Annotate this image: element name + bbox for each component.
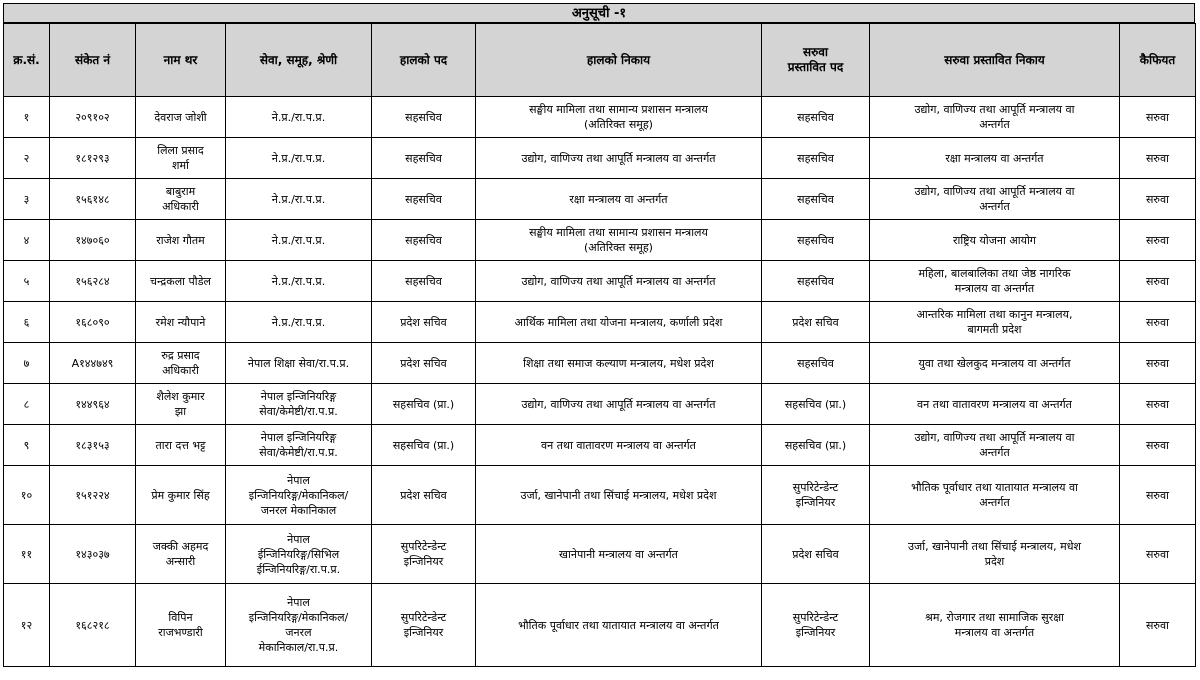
cell-remark: सरुवा: [1120, 302, 1196, 343]
header-proposed-post: सरुवा प्रस्तावित पद: [762, 24, 870, 97]
cell-proposed-office: वन तथा वातावरण मन्त्रालय वा अन्तर्गत: [870, 384, 1120, 425]
cell-serial: १: [4, 97, 50, 138]
cell-proposed-post: प्रदेश सचिव: [762, 525, 870, 584]
header-current-office: हालको निकाय: [476, 24, 762, 97]
cell-service: नेपाल इन्जिनियरिङ्ग/मेकानिकल/ जनरल मेकानिकाल/रा.प.प्र.: [226, 584, 372, 667]
cell-service: ने.प्र./रा.प.प्र.: [226, 302, 372, 343]
cell-current-office: उद्योग, वाणिज्य तथा आपूर्ति मन्त्रालय वा अन्तर्गत: [476, 138, 762, 179]
cell-proposed-post: सहसचिव: [762, 179, 870, 220]
table-row: [4, 138, 1196, 179]
cell-code: १५६१४८: [50, 179, 136, 220]
cell-proposed-office: आन्तरिक मामिला तथा कानुन मन्त्रालय, बागमती प्रदेश: [870, 302, 1120, 343]
cell-proposed-office: रक्षा मन्त्रालय वा अन्तर्गत: [870, 138, 1120, 179]
cell-name: तारा दत्त भट्ट: [136, 425, 226, 466]
cell-serial: ६: [4, 302, 50, 343]
cell-remark: सरुवा: [1120, 343, 1196, 384]
header-row: [4, 24, 1196, 97]
cell-proposed-office: उद्योग, वाणिज्य तथा आपूर्ति मन्त्रालय वा अन्तर्गत: [870, 97, 1120, 138]
cell-serial: ३: [4, 179, 50, 220]
cell-serial: २: [4, 138, 50, 179]
cell-remark: सरुवा: [1120, 138, 1196, 179]
cell-service: नेपाल इन्जिनियरिङ्ग सेवा/केमेष्टी/रा.प.प्र.: [226, 425, 372, 466]
cell-name: रमेश न्यौपाने: [136, 302, 226, 343]
cell-service: ने.प्र./रा.प.प्र.: [226, 261, 372, 302]
table-row: [4, 584, 1196, 667]
header-name: नाम थर: [136, 24, 226, 97]
table-row: [4, 466, 1196, 525]
cell-serial: ९: [4, 425, 50, 466]
cell-proposed-post: सहसचिव (प्रा.): [762, 425, 870, 466]
cell-service: नेपाल इन्जिनियरिङ्ग/मेकानिकल/ जनरल मेकानिकाल: [226, 466, 372, 525]
cell-code: २०९१०२: [50, 97, 136, 138]
cell-service: नेपाल इन्जिनियरिङ्ग सेवा/केमेष्टी/रा.प.प्र.: [226, 384, 372, 425]
cell-service: ने.प्र./रा.प.प्र.: [226, 138, 372, 179]
cell-proposed-office: उर्जा, खानेपानी तथा सिंचाई मन्त्रालय, मधेश प्रदेश: [870, 525, 1120, 584]
cell-serial: ४: [4, 220, 50, 261]
cell-current-post: प्रदेश सचिव: [372, 466, 476, 525]
cell-current-post: सहसचिव (प्रा.): [372, 384, 476, 425]
cell-current-post: सुपरिटेन्डेन्ट इन्जिनियर: [372, 584, 476, 667]
cell-name: शैलेश कुमार झा: [136, 384, 226, 425]
cell-current-post: सहसचिव: [372, 97, 476, 138]
cell-remark: सरुवा: [1120, 525, 1196, 584]
cell-proposed-post: प्रदेश सचिव: [762, 302, 870, 343]
cell-proposed-post: सुपरिटेन्डेन्ट इन्जिनियर: [762, 584, 870, 667]
cell-proposed-office: उद्योग, वाणिज्य तथा आपूर्ति मन्त्रालय वा अन्तर्गत: [870, 179, 1120, 220]
table-row: [4, 384, 1196, 425]
cell-code: A१४४७४९: [50, 343, 136, 384]
cell-current-post: प्रदेश सचिव: [372, 343, 476, 384]
cell-code: १६८०९०: [50, 302, 136, 343]
cell-proposed-office: राष्ट्रिय योजना आयोग: [870, 220, 1120, 261]
cell-service: ने.प्र./रा.प.प्र.: [226, 220, 372, 261]
cell-proposed-office: उद्योग, वाणिज्य तथा आपूर्ति मन्त्रालय वा अन्तर्गत: [870, 425, 1120, 466]
cell-serial: ५: [4, 261, 50, 302]
table-row: [4, 179, 1196, 220]
cell-name: जक्की अहमद अन्सारी: [136, 525, 226, 584]
cell-serial: ११: [4, 525, 50, 584]
cell-code: १५१२२४: [50, 466, 136, 525]
table-row: [4, 343, 1196, 384]
cell-serial: ७: [4, 343, 50, 384]
transfer-table: [3, 23, 1196, 667]
cell-current-post: सहसचिव (प्रा.): [372, 425, 476, 466]
cell-remark: सरुवा: [1120, 220, 1196, 261]
cell-proposed-office: श्रम, रोजगार तथा सामाजिक सुरक्षा मन्त्रालय वा अन्तर्गत: [870, 584, 1120, 667]
header-current-post: हालको पद: [372, 24, 476, 97]
header-proposed-office: सरुवा प्रस्तावित निकाय: [870, 24, 1120, 97]
document: [3, 3, 1195, 667]
cell-serial: १०: [4, 466, 50, 525]
cell-current-post: सहसचिव: [372, 220, 476, 261]
cell-serial: ८: [4, 384, 50, 425]
schedule-title: अनुसूची -१: [3, 3, 1195, 23]
cell-name: देवराज जोशी: [136, 97, 226, 138]
cell-current-post: प्रदेश सचिव: [372, 302, 476, 343]
cell-code: १४७०६०: [50, 220, 136, 261]
header-service: सेवा, समूह, श्रेणी: [226, 24, 372, 97]
cell-remark: सरुवा: [1120, 425, 1196, 466]
cell-current-office: रक्षा मन्त्रालय वा अन्तर्गत: [476, 179, 762, 220]
cell-proposed-office: महिला, बालबालिका तथा जेष्ठ नागरिक मन्त्रालय वा अन्तर्गत: [870, 261, 1120, 302]
table-row: [4, 525, 1196, 584]
table-row: [4, 261, 1196, 302]
cell-proposed-post: सहसचिव: [762, 138, 870, 179]
cell-current-office: उद्योग, वाणिज्य तथा आपूर्ति मन्त्रालय वा अन्तर्गत: [476, 384, 762, 425]
cell-name: चन्द्रकला पौडेल: [136, 261, 226, 302]
cell-name: रुद्र प्रसाद अधिकारी: [136, 343, 226, 384]
cell-current-office: उद्योग, वाणिज्य तथा आपूर्ति मन्त्रालय वा अन्तर्गत: [476, 261, 762, 302]
cell-code: १८१२९३: [50, 138, 136, 179]
cell-proposed-post: सहसचिव: [762, 261, 870, 302]
cell-remark: सरुवा: [1120, 261, 1196, 302]
cell-remark: सरुवा: [1120, 466, 1196, 525]
cell-remark: सरुवा: [1120, 384, 1196, 425]
cell-service: नेपाल ईन्जिनियरिङ्ग/सिभिल ईन्जिनियरिङ्ग/रा.प.प्र.: [226, 525, 372, 584]
table-row: [4, 97, 1196, 138]
cell-name: प्रेम कुमार सिंह: [136, 466, 226, 525]
cell-proposed-post: सहसचिव: [762, 97, 870, 138]
cell-service: नेपाल शिक्षा सेवा/रा.प.प्र.: [226, 343, 372, 384]
cell-name: बाबुराम अधिकारी: [136, 179, 226, 220]
cell-remark: सरुवा: [1120, 97, 1196, 138]
cell-code: १६८२१८: [50, 584, 136, 667]
cell-name: विपिन राजभण्डारी: [136, 584, 226, 667]
cell-current-post: सुपरिटेन्डेन्ट इन्जिनियर: [372, 525, 476, 584]
cell-current-office: उर्जा, खानेपानी तथा सिंचाई मन्त्रालय, मधेश प्रदेश: [476, 466, 762, 525]
cell-current-office: आर्थिक मामिला तथा योजना मन्त्रालय, कर्णाली प्रदेश: [476, 302, 762, 343]
cell-proposed-office: भौतिक पूर्वाधार तथा यातायात मन्त्रालय वा अन्तर्गत: [870, 466, 1120, 525]
cell-code: १४४९६४: [50, 384, 136, 425]
cell-proposed-post: सहसचिव (प्रा.): [762, 384, 870, 425]
cell-proposed-post: सुपरिटेन्डेन्ट इन्जिनियर: [762, 466, 870, 525]
table-row: [4, 220, 1196, 261]
table-row: [4, 425, 1196, 466]
header-remark: कैफियत: [1120, 24, 1196, 97]
cell-code: १५६२८४: [50, 261, 136, 302]
cell-current-office: सङ्घीय मामिला तथा सामान्य प्रशासन मन्त्रालय (अतिरिक्त समूह): [476, 220, 762, 261]
cell-name: राजेश गौतम: [136, 220, 226, 261]
cell-current-office: भौतिक पूर्वाधार तथा यातायात मन्त्रालय वा अन्तर्गत: [476, 584, 762, 667]
cell-code: १४३०३७: [50, 525, 136, 584]
cell-current-post: सहसचिव: [372, 138, 476, 179]
cell-code: १८३१५३: [50, 425, 136, 466]
table-row: [4, 302, 1196, 343]
header-code: संकेत नं: [50, 24, 136, 97]
cell-service: ने.प्र./रा.प.प्र.: [226, 97, 372, 138]
cell-current-office: शिक्षा तथा समाज कल्याण मन्त्रालय, मधेश प्रदेश: [476, 343, 762, 384]
cell-serial: १२: [4, 584, 50, 667]
cell-current-office: खानेपानी मन्त्रालय वा अन्तर्गत: [476, 525, 762, 584]
cell-proposed-post: सहसचिव: [762, 220, 870, 261]
cell-current-post: सहसचिव: [372, 261, 476, 302]
cell-current-post: सहसचिव: [372, 179, 476, 220]
cell-service: ने.प्र./रा.प.प्र.: [226, 179, 372, 220]
cell-name: लिला प्रसाद शर्मा: [136, 138, 226, 179]
cell-remark: सरुवा: [1120, 179, 1196, 220]
cell-current-office: वन तथा वातावरण मन्त्रालय वा अन्तर्गत: [476, 425, 762, 466]
cell-proposed-office: युवा तथा खेलकुद मन्त्रालय वा अन्तर्गत: [870, 343, 1120, 384]
header-serial: क्र.सं.: [4, 24, 50, 97]
cell-remark: सरुवा: [1120, 584, 1196, 667]
cell-current-office: सङ्घीय मामिला तथा सामान्य प्रशासन मन्त्रालय (अतिरिक्त समूह): [476, 97, 762, 138]
cell-proposed-post: सहसचिव: [762, 343, 870, 384]
